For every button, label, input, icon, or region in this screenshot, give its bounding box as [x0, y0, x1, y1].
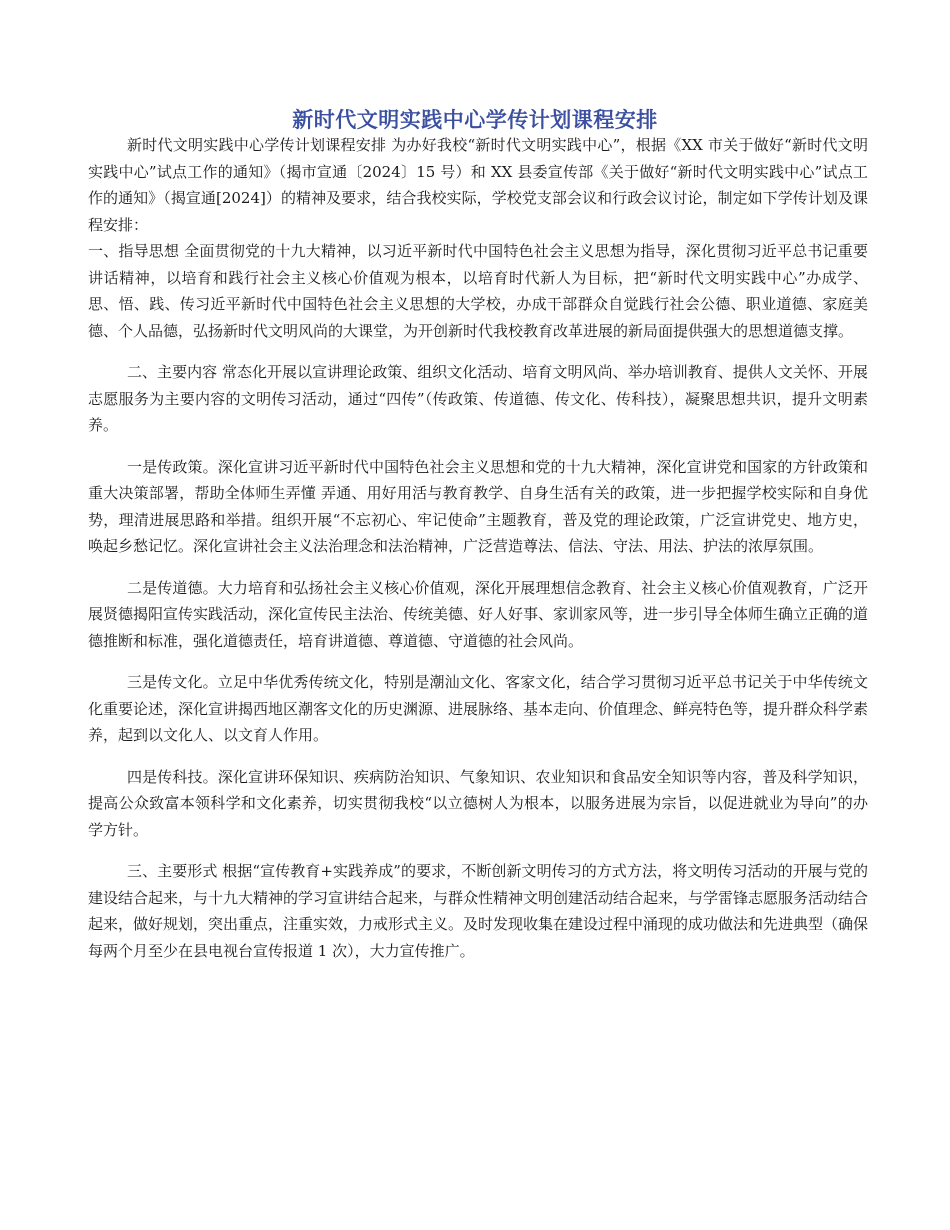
document-body — [88, 132, 868, 964]
intro-paragraph: 新时代文明实践中心学传计划课程安排 为办好我校“新时代文明实践中心”，根据《XX 市关于做好“新时代文明实践中心”试点工作的通知》（揭市宣通〔2024〕15 号）和 XX 县委宣传部《关于做好“新时代文明实践中心”试点工作的通知》（揭宣通[2024]）的精神及要求，结合我校实际，学校党支部会议和行政会议讨论，制定如下学传计划及课程安排： — [88, 136, 868, 234]
section-main-forms: 三、主要形式 根据“宣传教育+实践养成”的要求，不断创新文明传习的方式方法，将文明传习活动的开展与党的建设结合起来，与十九大精神的学习宣讲结合起来，与群众性精神文明创建活动结合起来，与学雷锋志愿服务活动结合起来，做好规划，突出重点，注重实效，力戒形式主义。及时发现收集在建设过程中涌现的成功做法和先进典型（确保每两个月至少在县电视台宣传报道 1 次），大力宣传推广。 — [88, 862, 869, 960]
item-spread-policy: 一是传政策。深化宣讲习近平新时代中国特色社会主义思想和党的十九大精神，深化宣讲党和国家的方针政策和重大决策部署，帮助全体师生弄懂 弄通、用好用活与教育教学、自身生活有关的政策，进一步把握学校实际和自身优势，理清进展思路和举措。组织开展“不忘初心、牢记使命”主题教育，普及党的理论政策，广泛宣讲党史、地方史，唤起乡愁记忆。深化宣讲社会主义法治理念和法治精神，广泛营造尊法、信法、守法、用法、护法的浓厚氛围。 — [88, 457, 868, 555]
item-spread-culture: 三是传文化。立足中华优秀传统文化，特别是潮汕文化、客家文化，结合学习贯彻习近平总书记关于中华传统文化重要论述，深化宣讲揭西地区潮客文化的历史渊源、进展脉络、基本走向、价值理念、鲜亮特色等，提升群众科学素养，起到以文化人、以文育人作用。 — [88, 673, 869, 744]
item-spread-morality: 二是传道德。大力培育和弘扬社会主义核心价值观，深化开展理想信念教育、社会主义核心价值观教育，广泛开展贤德揭阳宣传实践活动，深化宣传民主法治、传统美德、好人好事、家训家风等，进一步引导全体师生确立正确的道德推断和标准，强化道德责任，培育讲道德、尊道德、守道德的社会风尚。 — [88, 578, 869, 650]
item-spread-technology: 四是传科技。深化宣讲环保知识、疾病防治知识、气象知识、农业知识和食品安全知识等内容，普及科学知识，提高公众致富本领科学和文化素养，切实贯彻我校“以立德树人为根本，以服务进展为宗旨，以促进就业为导向”的办学方针。 — [88, 767, 868, 839]
document-title: 新时代文明实践中心学传计划课程安排 — [292, 107, 658, 132]
section-guiding-ideology: 一、指导思想 全面贯彻党的十九大精神，以习近平新时代中国特色社会主义思想为指导，深化贯彻习近平总书记重要讲话精神，以培育和践行社会主义核心价值观为根本，以培育时代新人为目标，把“新时代文明实践中心”办成学、思、悟、践、传习近平新时代中国特色社会主义思想的大学校，办成干部群众自觉践行社会公德、职业道德、家庭美德、个人品德，弘扬新时代文明风尚的大课堂，为开创新时代我校教育改革进展的新局面提供强大的思想道德支撑。 — [88, 242, 868, 340]
section-main-content: 二、主要内容 常态化开展以宣讲理论政策、组织文化活动、培育文明风尚、举办培训教育、提供人文关怀、开展志愿服务为主要内容的文明传习活动，通过“四传”（传政策、传道德、传文化、传科技），凝聚思想共识，提升文明素养。 — [88, 363, 868, 434]
